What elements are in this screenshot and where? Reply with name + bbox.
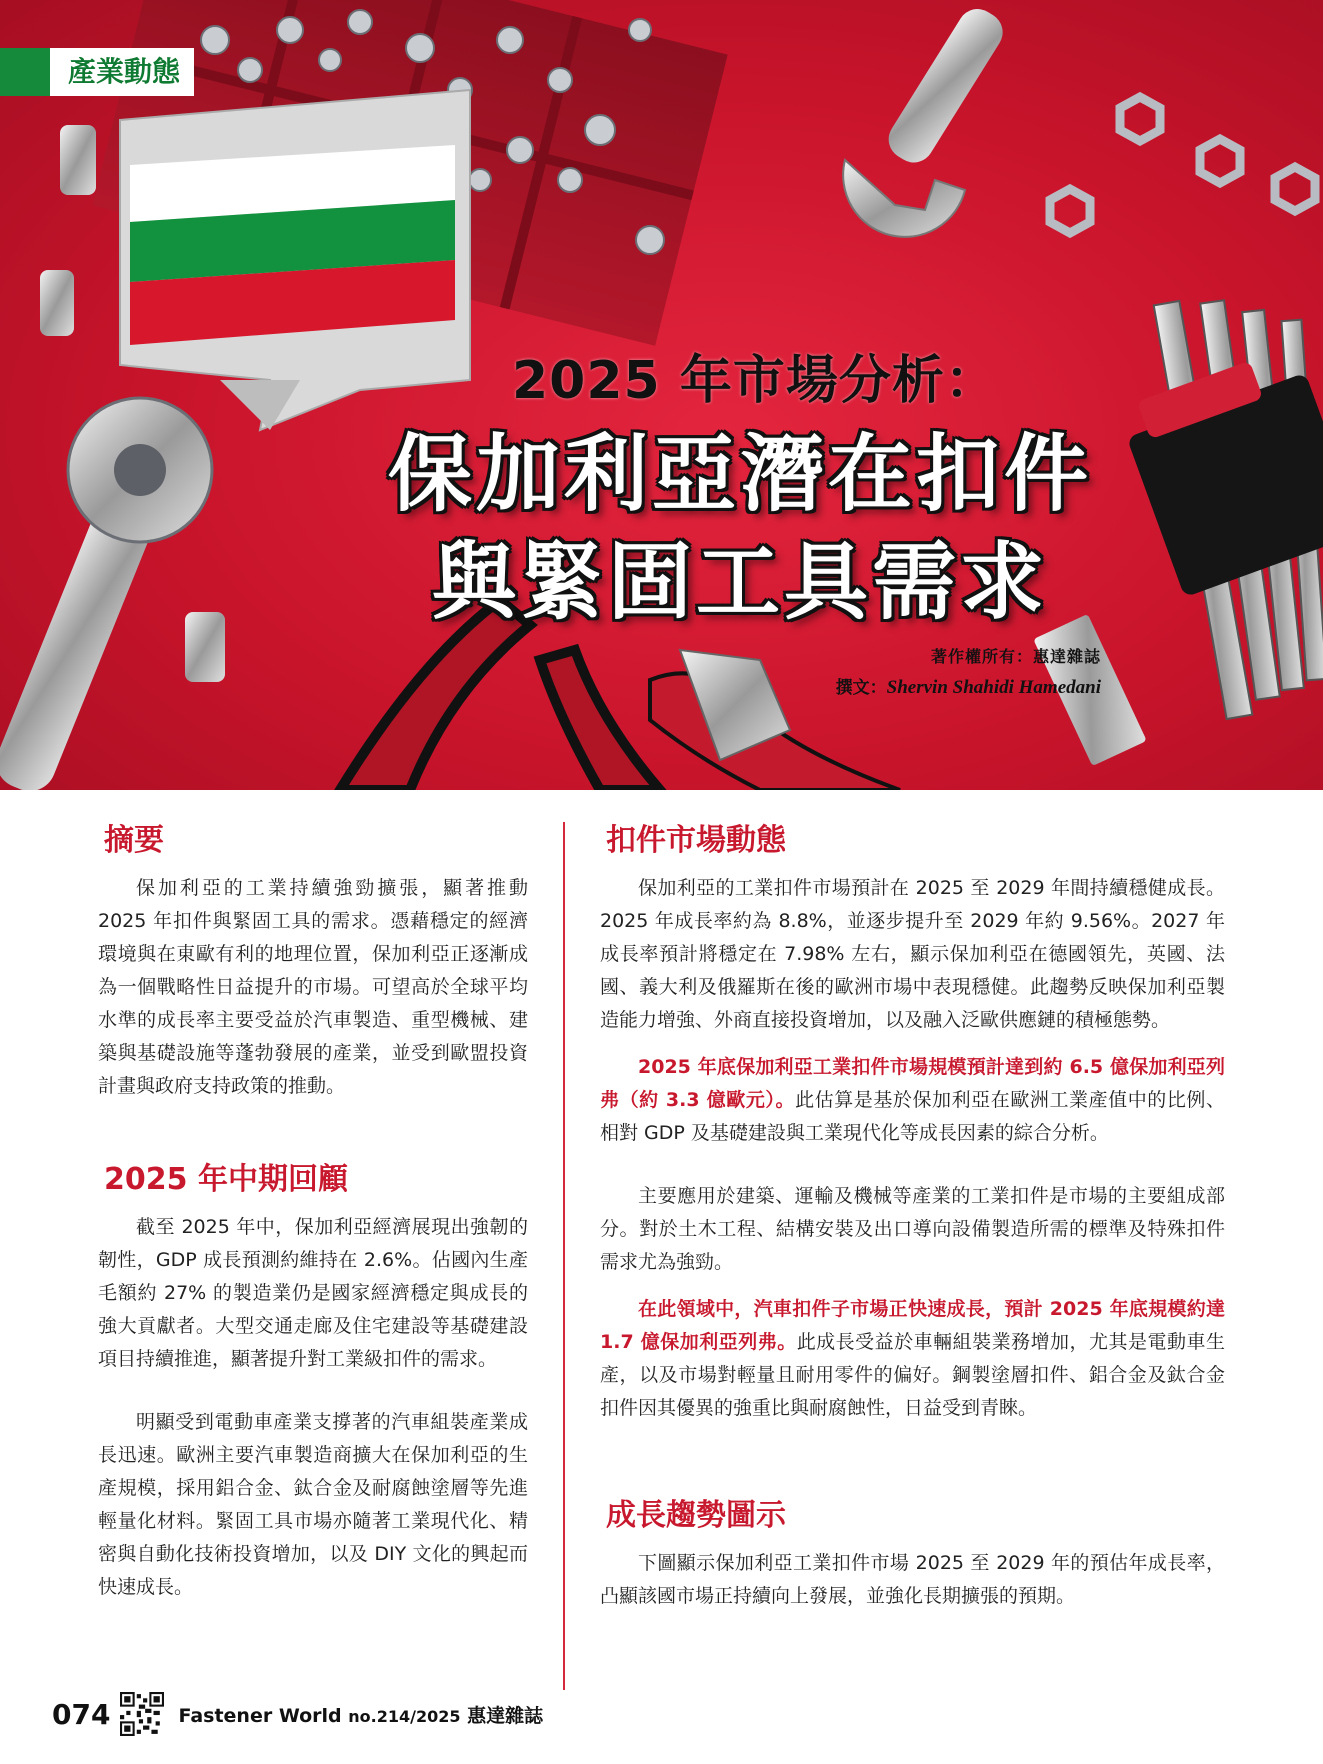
midyear-paragraph-1: 截至 2025 年中，保加利亞經濟展現出強韌的韌性，GDP 成長預測約維持在 2.6%。佔國內生產毛額約 27% 的製造業仍是國家經濟穩定與成長的強大貢獻者。大型交通走廊及住宅建設等基礎建設項目持續推進，顯著提升對工業級扣件的需求。 (98, 1216, 528, 1370)
market-dynamics-paragraph-3: 主要應用於建築、運輸及機械等產業的工業扣件是市場的主要組成部分。對於土木工程、結構安裝及出口導向設備製造所需的標準及特殊扣件需求尤為強勁。 (600, 1185, 1225, 1273)
article-headline-line1: 保加利亞潛在扣件 (387, 425, 1092, 523)
market-size-highlight: 2025 年底保加利亞工業扣件市場規模預計達到約 6.5 億保加利亞列弗（約 3.3 億歐元）。 (600, 1056, 1225, 1111)
article-kicker: 2025 年市場分析： (512, 351, 998, 411)
socket-icon (185, 612, 225, 682)
section-label: 產業動態 (50, 48, 194, 96)
section-tab (0, 48, 194, 96)
author-name: Shervin Shahidi Hamedani (886, 677, 1101, 698)
page-number: 074 (52, 1697, 111, 1731)
bulgaria-flag-icon (120, 90, 470, 430)
hex-nuts-icon (1050, 97, 1315, 233)
magazine-line (178, 1701, 543, 1728)
market-dynamics-paragraph-4 (600, 1293, 1225, 1425)
market-size-detail: 此估算是基於保加利亞在歐洲工業產值中的比例、相對 GDP 及基礎建設與工業現代化等成長因素的綜合分析。 (600, 1089, 1225, 1144)
column-divider (563, 822, 565, 1690)
right-column (600, 822, 1225, 1613)
midyear-heading: 2025 年中期回顧 (104, 1162, 348, 1197)
copyright-notice: 著作權所有：惠達雜誌 (930, 647, 1101, 666)
market-dynamics-paragraph-1: 保加利亞的工業扣件市場預計在 2025 至 2029 年間持續穩健成長。2025 年成長率約為 8.8%，並逐步提升至 2029 年約 9.56%。2027 年成長率預計將穩定在 7.98% 左右，顯示保加利亞在德國領先，英國、法國、義大利及俄羅斯在後的歐洲市場中表現穩健。此趨勢反映保加利亞製造能力增強、外商直接投資增加，以及融入泛歐供應鏈的積極態勢。 (600, 877, 1225, 1031)
abstract-heading: 摘要 (104, 823, 164, 858)
author-prefix: 撰文： (835, 678, 887, 698)
section-stripe (0, 48, 50, 96)
abstract-paragraph: 保加利亞的工業持續強勁擴張，顯著推動 2025 年扣件與緊固工具的需求。憑藉穩定的經濟環境與在東歐有利的地理位置，保加利亞正逐漸成為一個戰略性日益提升的市場。可望高於全球平均水準的成長率主要受益於汽車製造、重型機械、建築與基礎設施等蓬勃發展的產業，並受到歐盟投資計畫與政府支持政策的推動。 (98, 877, 528, 1097)
market-dynamics-heading: 扣件市場動態 (606, 823, 786, 858)
growth-trend-heading: 成長趨勢圖示 (606, 1498, 786, 1533)
issue-number: no.214/2025 (348, 1706, 461, 1726)
magazine-name: Fastener World (178, 1704, 342, 1727)
socket-icon (40, 270, 74, 336)
growth-trend-paragraph: 下圖顯示保加利亞工業扣件市場 2025 至 2029 年的預估年成長率，凸顯該國市場正持續向上發展，並強化長期擴張的預期。 (600, 1552, 1225, 1607)
qr-code-icon[interactable] (120, 1692, 164, 1736)
article-headline-line2: 與緊固工具需求 (431, 533, 1048, 631)
article-credits (836, 644, 1101, 699)
publisher-name: 惠達雜誌 (467, 1704, 544, 1727)
wrench-icon (843, 1, 1010, 236)
hero-banner (0, 0, 1323, 790)
left-column (98, 822, 528, 1604)
socket-icon (60, 125, 96, 195)
automotive-highlight: 在此領域中，汽車扣件子市場正快速成長，預計 2025 年底規模約達 1.7 億保加利亞列弗。 (600, 1298, 1225, 1353)
page-footer (52, 1690, 543, 1738)
author-line (836, 673, 1101, 699)
automotive-detail: 此成長受益於車輛組裝業務增加，尤其是電動車生產，以及市場對輕量且耐用零件的偏好。鋼製塗層扣件、鋁合金及鈦合金扣件因其優異的強重比與耐腐蝕性，日益受到青睞。 (600, 1331, 1225, 1419)
market-dynamics-paragraph-2 (600, 1051, 1225, 1150)
midyear-paragraph-2: 明顯受到電動車產業支撐著的汽車組裝產業成長迅速。歐洲主要汽車製造商擴大在保加利亞的生產規模，採用鋁合金、鈦合金及耐腐蝕塗層等先進輕量化材料。緊固工具市場亦隨著工業現代化、精密與自動化技術投資增加，以及 DIY 文化的興起而快速成長。 (98, 1411, 528, 1598)
ratchet-icon (0, 398, 212, 790)
